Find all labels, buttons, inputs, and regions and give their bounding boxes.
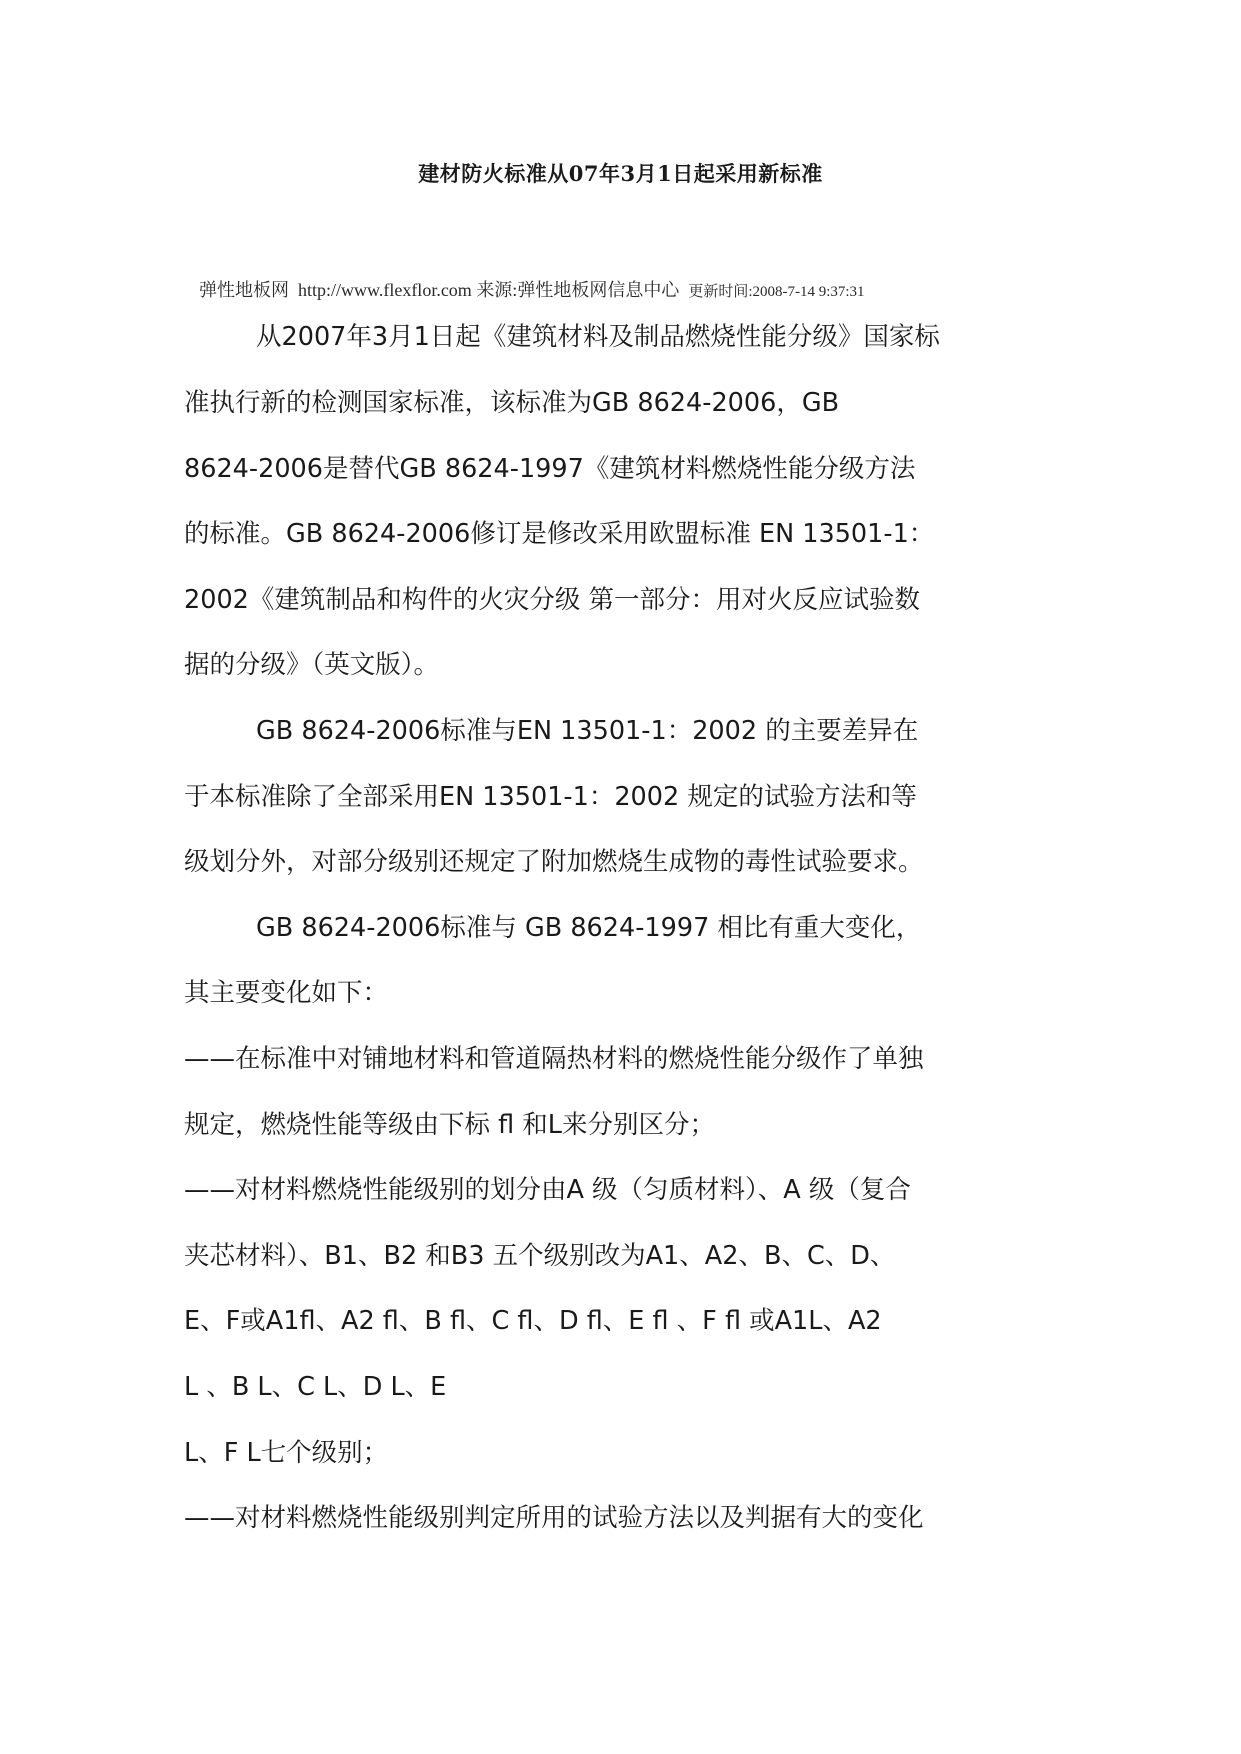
- list-item-2-line-1: ——对材料燃烧性能级别的划分由A 级（匀质材料）、A 级（复合: [184, 1175, 911, 1205]
- list-item-1-line-1: ——在标准中对铺地材料和管道隔热材料的燃烧性能分级作了单独: [184, 1044, 924, 1074]
- paragraph-3-line-1: GB 8624-2006标准与 GB 8624-1997 相比有重大变化，: [256, 913, 922, 943]
- meta-url: http://www.flexflor.com: [298, 280, 472, 300]
- meta-updated: 更新时间:2008-7-14 9:37:31: [688, 284, 865, 300]
- paragraph-3-line-2: 其主要变化如下：: [184, 978, 389, 1008]
- paragraph-2-line-3: 级划分外，对部分级别还规定了附加燃烧生成物的毒性试验要求。: [184, 847, 924, 877]
- paragraph-1-line-4: 的标准。GB 8624-2006修订是修改采用欧盟标准 EN 13501-1：: [184, 519, 935, 549]
- list-item-3-line-1: ——对材料燃烧性能级别判定所用的试验方法以及判据有大的变化: [184, 1503, 924, 1533]
- meta-source: 来源:弹性地板网信息中心: [476, 280, 680, 300]
- paragraph-1-line-6: 据的分级》（英文版）。: [184, 650, 440, 680]
- meta-site: 弹性地板网: [199, 280, 289, 300]
- list-item-1-line-2: 规定，燃烧性能等级由下标 fl 和L来分别区分；: [184, 1110, 715, 1140]
- document-title: 建材防火标准从07年3月1日起采用新标准: [418, 161, 823, 186]
- list-item-2-line-5: L、F L七个级别；: [184, 1438, 389, 1468]
- paragraph-2-line-2: 于本标准除了全部采用EN 13501-1：2002 规定的试验方法和等: [184, 782, 917, 812]
- paragraph-1-line-3: 8624-2006是替代GB 8624-1997《建筑材料燃烧性能分级方法: [184, 454, 916, 484]
- paragraph-1-line-1: 从2007年3月1日起《建筑材料及制品燃烧性能分级》国家标: [256, 322, 940, 352]
- paragraph-2-line-1: GB 8624-2006标准与EN 13501-1：2002 的主要差异在: [256, 716, 919, 746]
- list-item-2-line-4: L 、B L、C L、D L、E: [184, 1372, 447, 1402]
- paragraph-1-line-2: 准执行新的检测国家标准，该标准为GB 8624-2006，GB: [184, 388, 840, 418]
- paragraph-1-line-5: 2002《建筑制品和构件的火灾分级 第一部分：用对火反应试验数: [184, 585, 921, 615]
- list-item-2-line-3: E、F或A1fl、A2 fl、B fl、C fl、D fl、E fl 、F fl 或A1L、A2: [184, 1306, 882, 1336]
- document-meta: [199, 276, 1079, 302]
- list-item-2-line-2: 夹芯材料）、B1、B2 和B3 五个级别改为A1、A2、B、C、D、: [184, 1241, 896, 1271]
